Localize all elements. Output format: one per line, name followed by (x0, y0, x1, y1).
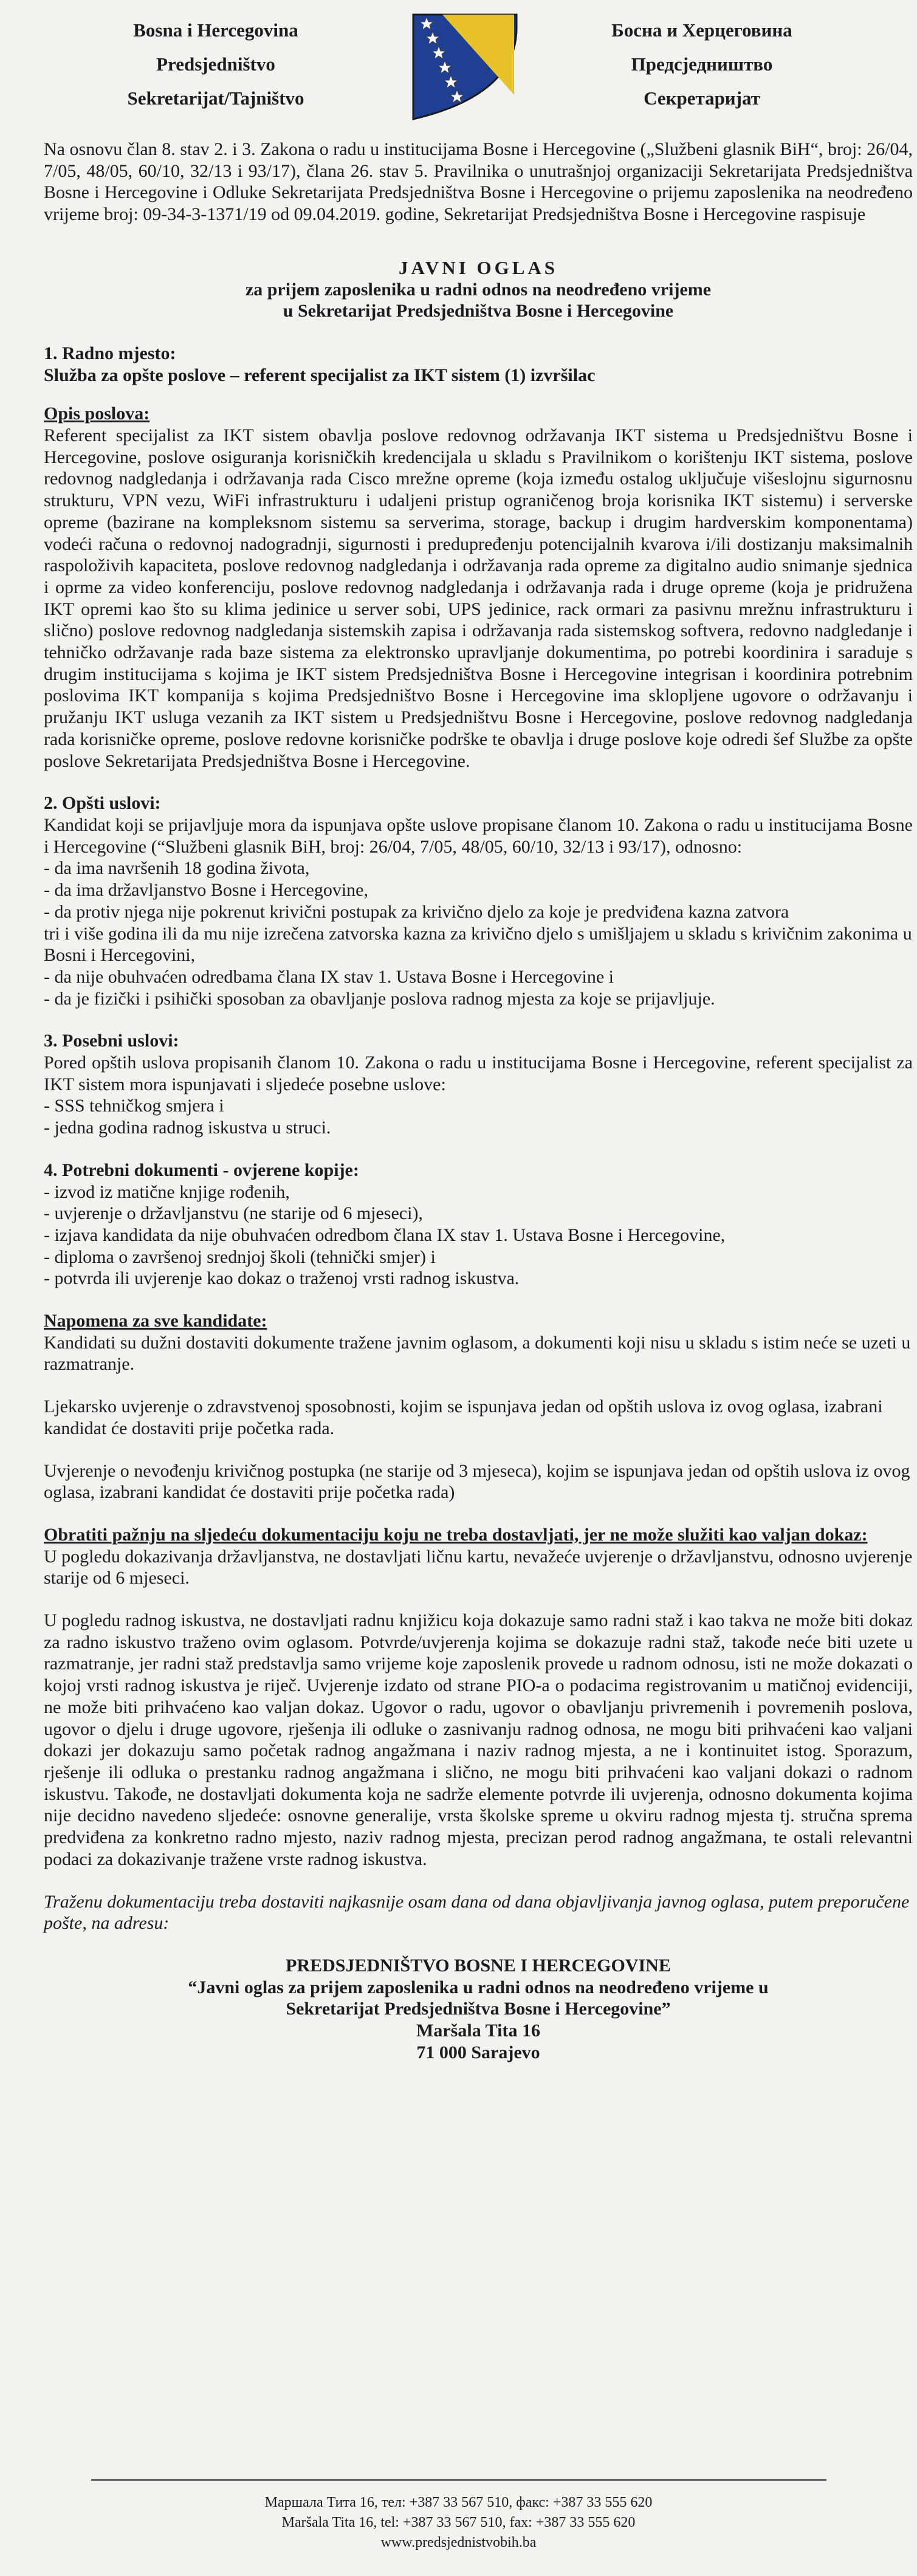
note-paragraph: Uvjerenje o nevođenju krivičnog postupka (ne starije od 3 mjeseca), kojim se ispunjava jedan od opštih uslova iz ovog oglasa, izabrani kandidat će dostaviti prije početka rada) (44, 1460, 910, 1503)
footer-divider (91, 2479, 826, 2481)
list-item: - da ima navršenih 18 godina života, (44, 858, 310, 879)
announcement-heading (44, 257, 913, 322)
footer-contact (0, 2493, 917, 2553)
intro-paragraph: Na osnovu član 8. stav 2. i 3. Zakona o radu u institucijama Bosne i Hercegovine („Službeni glasnik BiH“, broj: 26/04, 7/05, 48/05, 60/10, 32/13 i 93/17), člana 26. stav 5. Pravilnika o unutrašnjoj organizaciji Sekretarijata Predsjedništva Bosne i Hercegovine i Odluke Sekretarijata Predsjedništva Bosne i Hercegovine o prijemu zaposlenika na neodređeno vrijeme broj: 09-34-3-1371/19 od 09.04.2019. godine, Sekretarijat Predsjedništva Bosne i Hercegovine raspisuje (44, 139, 913, 225)
footer-line-latin: Maršala Tita 16, tel: +387 33 567 510, fax: +387 33 555 620 (281, 2515, 636, 2530)
list-item: - jedna godina radnog iskustva u struci. (44, 1118, 331, 1138)
section-documents (44, 1159, 913, 1290)
section-title: 2. Opšti uslovi: (44, 793, 161, 814)
position-name: Služba za opšte poslove – referent specijalist za IKT sistem (1) izvršilac (44, 365, 596, 385)
letterhead-country-cyr: Босна и Херцеговина (611, 19, 792, 41)
note-paragraph: Kandidati su dužni dostaviti dokumente tražene javnim oglasom, a dokumenti koji nisu u skladu s istim neće se uzeti u razmatranje. (44, 1332, 911, 1375)
list-item: - izjava kandidata da nije obuhvaćen odredbom člana IX stav 1. Ustava Bosne i Hercegovine, (44, 1224, 726, 1245)
note-title: Napomena za sve kandidate: (44, 1311, 267, 1331)
special-conditions-intro: Pored opštih uslova propisanih članom 10. Zakona o radu u institucijama Bosne i Hercegovine, referent specijalist za IKT sistem mora ispunjavati i sljedeće posebne uslove: (44, 1053, 913, 1094)
section-general-conditions (44, 792, 913, 1009)
address-line: Sekretarijat Predsjedništva Bosne i Hercegovine” (286, 1999, 671, 2019)
letterhead-institution-cyr: Предсједништво (631, 53, 773, 75)
letterhead-office-cyr: Секретаријат (644, 88, 760, 109)
submission-instructions: Traženu dokumentaciju treba dostaviti najkasnije osam dana od dana objavljivanja javnog oglasa, putem preporučene pošte, na adresu: (44, 1891, 910, 1934)
announcement-subtitle: za prijem zaposlenika u radni odnos na neodređeno vrijeme (245, 279, 712, 300)
section-invalid-documents (44, 1524, 913, 1870)
letterhead-country: Bosna i Hercegovina (133, 19, 298, 41)
address-line: 71 000 Sarajevo (416, 2042, 540, 2063)
section-special-conditions (44, 1030, 913, 1139)
general-conditions-list (44, 857, 913, 1009)
list-item: - SSS tehničkog smjera i (44, 1096, 224, 1116)
announcement-title: JAVNI OGLAS (398, 256, 558, 278)
job-description-text: Referent specijalist za IKT sistem obavlja poslove redovnog održavanja IKT sistema u Predsjedništvu Bosne i Hercegovine, poslove osiguranja korisničkih kredencijala u skladu s Pravilnikom o korištenju IKT sistema, poslove redovnog nadgledanja i održavanja rada Cisco mrežne opreme (koja između ostalog uključuje višeslojnu sigurnosnu strukturu, VPN vezu, WiFi infrastrukturu i udaljeni pristup ograničenog broja korisnika IKT sistemu) i serverske opreme (bazirane na kompleksnom sistemu sa serverima, storage, backup i drugim hardverskim komponentama) vodeći računa o redovnoj nadogradnji, sigurnosti i predupređenju potencijalnih kvarova i/ili dostizanju maksimalnih raspoloživih kapaciteta, poslove redovnog nadgledanja i održavanja rada opreme za digitalno audio snimanje sjednica i oprme za video konferenciju, poslove redovnog nadgledanja i održavanja rada i druge opreme (koja je pridružena IKT opremi kao što su klima jedinice u server sobi, UPS jedinice, rack ormari za pasivnu mrežnu infrastrukturu i slično) poslove redovnog nadgledanja sistemskih zapisa i održavanja rada sistemskog softvera, redovno nadgledanje i tehničko održavanje rada baze sistema za elektronsko upravljanje dokumentima, po potrebi koordinira i saraduje s drugim institucijama s kojima je IKT sistem Predsjedništva Bosne i Hercegovine integrisan i koordinira potrebnim poslovima IKT kompanija s kojima Predsjedništvo Bosne i Hercegovine ima sklopljene ugovore o održavanju i pružanju IKT usluga vezanih za IKT sistem u Predsjedništvu Bosne i Hercegovine, poslove redovnog nadgledanja rada korisničke opreme, poslove redovne korisničke podrške te obavlja i druge poslove koje odredi šef Službe za opšte poslove Sekretarijata Predsjedništva Bosne i Hercegovine. (44, 425, 913, 771)
documents-list (44, 1181, 913, 1290)
invalid-documents-title: Obratiti pažnju na sljedeću dokumentaciju koju ne treba dostavljati, jer ne može služiti kao valjan dokaz: (44, 1524, 868, 1545)
list-item: - diploma o završenoj srednjoj školi (tehnički smjer) i (44, 1246, 436, 1267)
announcement-subtitle-2: u Sekretarijat Predsjedništva Bosne i Hercegovine (283, 301, 674, 321)
list-item: tri i više godina ili da mu nije izrečena zatvorska kazna za krivično djelo s umišljajem u skladu s krivičnim zakonima u Bosni i Hercegovini, (44, 923, 912, 966)
list-item: - da je fizički i psihički sposoban za obavljanje poslova radnog mjesta za koje se prijavljuje. (44, 988, 715, 1009)
letterhead-office: Sekretarijat/Tajništvo (127, 88, 304, 109)
coat-of-arms-icon (389, 4, 541, 125)
special-conditions-list (44, 1095, 913, 1138)
letterhead-latin (85, 13, 346, 115)
invalid-documents-paragraph: U pogledu dokazivanja državljanstva, ne dostavljati ličnu kartu, nevažeće uvjerenje o državljanstvu, odnosno uvjerenje starije od 6 mjeseci. (44, 1546, 913, 1589)
list-item: - uvjerenje o državljanstvu (ne starije od 6 mjeseci), (44, 1203, 423, 1224)
job-description-title: Opis poslova: (44, 404, 150, 424)
section-title: 1. Radno mjesto: (44, 343, 176, 363)
section-note (44, 1310, 913, 1503)
address-line: Maršala Tita 16 (416, 2021, 540, 2041)
list-item: - da ima državljanstvo Bosne i Hercegovine, (44, 880, 368, 901)
section-position (44, 343, 913, 772)
footer-website-link[interactable]: www.predsjednistvobih.ba (380, 2535, 537, 2550)
letterhead-cyrillic (559, 13, 845, 115)
letterhead (0, 0, 917, 128)
address-line: PREDSJEDNIŠTVO BOSNE I HERCEGOVINE (286, 1955, 671, 1976)
list-item: - da protiv njega nije pokrenut krivični postupak za krivično djelo za koje je predviđena kazna zatvora (44, 901, 789, 922)
general-conditions-intro: Kandidat koji se prijavljuje mora da ispunjava opšte uslove propisane članom 10. Zakona o radu u institucijama Bosne i Hercegovine (“Službeni glasnik BiH, broj: 26/04, 7/05, 48/05, 60/10, 32/13 i 93/17), odnosno: (44, 814, 913, 857)
letterhead-institution: Predsjedništvo (156, 53, 275, 75)
section-submission (44, 1891, 913, 2064)
invalid-documents-paragraph: U pogledu radnog iskustva, ne dostavljati radnu knjižicu koja dokazuje samo radni staž i kao takva ne može biti dokaz za radno iskustvo traženo ovim oglasom. Potvrde/uvjerenja kojima se dokazuje radni staž, takođe neće biti uzete u razmatranje, jer radni staž predstavlja samo vrijeme koje zaposlenik provede u radnom odnosu, isti ne može dokazati o kojoj vrsti radnog iskustva je riječ. Uvjerenje izdato od strane PIO-a o podacima registrovanim u matičnoj evidenciji, ne može biti prihvaćeno kao valjan dokaz. Ugovor o radu, ugovor o obavljanju privremenih i povremenih poslova, ugovor o djelu i druge ugovore, rješenja ili odluke o zasnivanju radnog odnosa, ne mogu biti prihvaćeni kao valjani dokazi jer dokazuju samo početak radnog angažmana i naziv radnog mjesta, a ne i kontinuitet istog. Sporazum, rješenje ili odluka o prestanku radnog angažmana i slično, ne mogu biti prihvaćeni kao valjani dokazi o radnom iskustvu. Takođe, ne dostavljati dokumenta koja ne sadrže elemente potvrde ili uvjerenja, odnosno dokumenta kojima nije decidno navedeno sljedeće: osnovne generalije, vrsta školske spreme u okviru radnog mjesta tj. stručna sprema predviđena za konkretno radno mjesto, naziv radnog mjesta, precizan perod radnog angažmana, te ostali relevantni podaci za dokazivanje tražene vrste radnog iskustva. (44, 1610, 913, 1869)
list-item: - potvrda ili uvjerenje kao dokaz o traženoj vrsti radnog iskustva. (44, 1268, 520, 1289)
section-title: 3. Posebni uslovi: (44, 1031, 179, 1051)
document-body (44, 139, 913, 2063)
footer-line-cyrillic: Маршала Тита 16, тел: +387 33 567 510, факс: +387 33 555 620 (264, 2495, 653, 2510)
list-item: - izvod iz matične knjige rođenih, (44, 1181, 290, 1202)
list-item: - da nije obuhvaćen odredbama člana IX stav 1. Ustava Bosne i Hercegovine i (44, 966, 614, 987)
address-line: “Javni oglas za prijem zaposlenika u radni odnos na neodređeno vrijeme u (188, 1977, 769, 1997)
note-paragraph: Ljekarsko uvjerenje o zdravstvenoj sposobnosti, kojim se ispunjava jedan od opštih uslova iz ovog oglasa, izabrani kandidat će dostaviti prije početka rada. (44, 1396, 883, 1438)
submission-address (44, 1955, 913, 2064)
section-title: 4. Potrebni dokumenti - ovjerene kopije: (44, 1159, 359, 1180)
